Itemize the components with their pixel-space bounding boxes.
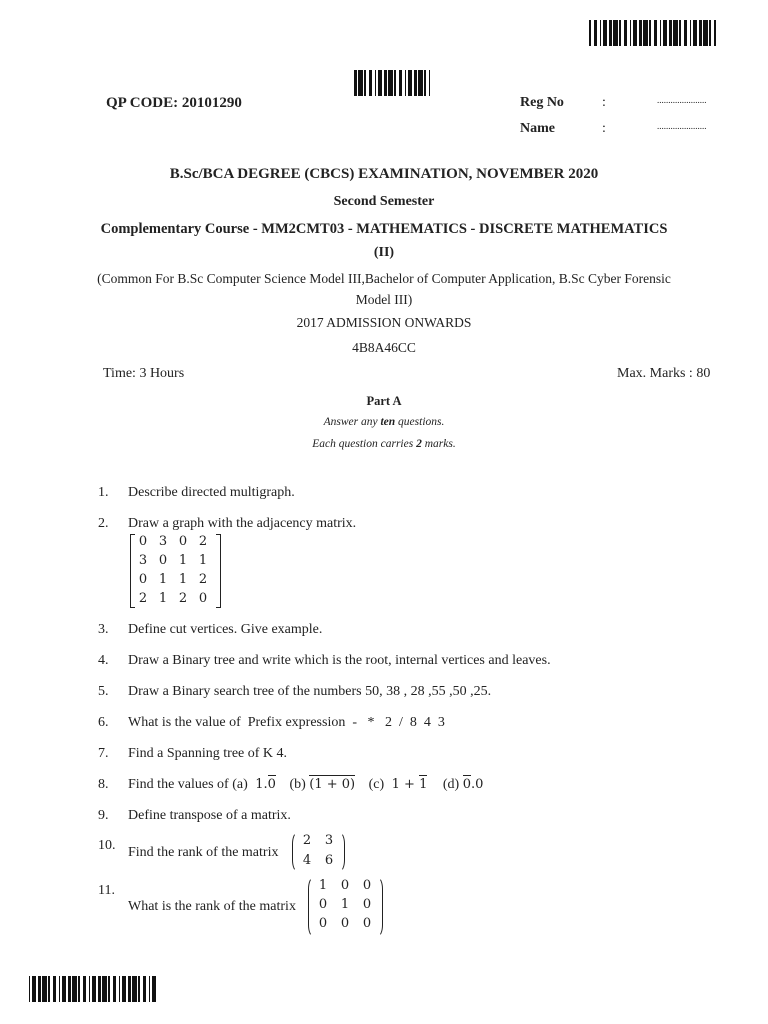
question-number: 8. [98,777,109,792]
adjacency-matrix [130,534,222,610]
barcode-top-right [588,20,716,46]
matrix-cell: 0 [138,572,148,587]
q8-c-overline: 1 [419,777,428,792]
matrix-cell: 0 [362,916,372,931]
q8-a-overline: 0 [267,777,276,792]
paper-code: 4B8A46CC [352,340,416,355]
instr2-post: marks. [421,438,456,450]
barcode-bottom-left [26,976,156,1002]
question-text: Draw a Binary tree and write which is the root, internal vertices and leaves. [128,653,551,668]
matrix-cell: 2 [198,534,208,549]
qp-code: QP CODE: 20101290 [106,95,242,111]
question-number: 1. [98,485,109,500]
matrix-cell: 0 [198,591,208,606]
question-number: 11. [98,883,115,898]
question-text: Describe directed multigraph. [128,485,295,500]
q8-d-overline: 0 [462,777,471,792]
q8-b-label: (b) [289,777,306,792]
matrix-cell: 2 [178,591,188,606]
instr1-pre: Answer any [323,416,381,428]
course-line-1: Complementary Course - MM2CMT03 - MATHEMATICS - DISCRETE MATHEMATICS [100,221,668,237]
matrix-cell: 6 [324,853,334,868]
matrix-cell: 2 [138,591,148,606]
question-number: 4. [98,653,109,668]
question-number: 2. [98,516,109,531]
matrix-cell: 0 [178,534,188,549]
name-colon: : [602,121,606,136]
question-number: 5. [98,684,109,699]
name-label: Name [520,121,555,136]
question-text: Draw a graph with the adjacency matrix. [128,516,357,531]
question-number: 9. [98,808,109,823]
matrix-cell: 1 [318,878,328,893]
part-title: Part A [366,394,402,408]
question-text: Find the rank of the matrix [128,845,279,860]
matrix-cell: 1 [158,591,168,606]
question-number: 3. [98,622,109,637]
q8-d-label: (d) [442,777,460,792]
semester: Second Semester [333,194,435,209]
common-line-2: Model III) [355,292,413,307]
matrix-cell: 0 [138,534,148,549]
q8-b-overline: (1 + 0) [309,777,356,792]
matrix-cell: 1 [178,553,188,568]
matrix-cell: 1 [198,553,208,568]
instr2-pre: Each question carries [312,438,417,450]
barcode-header [352,70,430,96]
question-number: 6. [98,715,109,730]
question-text: Define transpose of a matrix. [128,808,291,823]
matrix-cell: 2 [198,572,208,587]
matrix-cell: 1 [178,572,188,587]
q8-a: 1. [255,777,268,792]
reg-no-colon: : [602,95,606,110]
barcode-bar [715,20,716,46]
name-field[interactable]: ...................... [657,121,707,131]
instr1-bold: ten [380,416,396,428]
time: Time: 3 Hours [103,366,185,381]
q8-d-post: .0 [470,777,484,792]
instr1-post: questions. [395,416,445,428]
matrix-cell: 2 [302,833,312,848]
q8-intro: Find the values of (a) [128,777,248,792]
right-bracket [216,534,221,608]
matrix-cell: 0 [362,897,372,912]
instr2-bold: 2 [416,438,422,450]
barcode-bar [155,976,156,1002]
matrix-cell: 3 [138,553,148,568]
matrix-cell: 0 [318,916,328,931]
question-number: 10. [98,838,116,853]
max-marks: Max. Marks : 80 [617,366,711,381]
reg-no-label: Reg No [520,95,564,110]
common-line-1: (Common For B.Sc Computer Science Model III,Bachelor of Computer Application, B.Sc Cyber Forensic [97,271,671,286]
matrix-cell: 3 [324,833,334,848]
matrix-cell: 1 [340,897,350,912]
matrix-cell: 0 [340,878,350,893]
admission: 2017 ADMISSION ONWARDS [296,315,472,330]
instruction-2 [0,438,768,450]
course-line-2: (II) [373,245,395,260]
rank-matrix-3x3 [308,877,386,937]
matrix-cell: 0 [340,916,350,931]
question-text [128,777,483,793]
question-text: What is the value of Prefix expression - * 2 / 8 4 3 [128,715,445,730]
matrix-cell: 0 [158,553,168,568]
q8-c-label: (c) [368,777,385,792]
question-text: Find a Spanning tree of K 4. [128,746,288,761]
barcode-bar [429,70,430,96]
matrix-cell: 4 [302,853,312,868]
question-text: Define cut vertices. Give example. [128,622,323,637]
exam-title: B.Sc/BCA DEGREE (CBCS) EXAMINATION, NOVEMBER 2020 [169,166,599,182]
question-text: Draw a Binary search tree of the numbers 50, 38 , 28 ,55 ,50 ,25. [128,684,492,699]
rank-matrix-2x2 [292,832,348,872]
instruction-1 [0,416,768,428]
reg-no-field[interactable]: ...................... [657,95,707,105]
matrix-cell: 3 [158,534,168,549]
question-number: 7. [98,746,109,761]
question-text: What is the rank of the matrix [128,899,296,914]
matrix-cell: 0 [362,878,372,893]
matrix-cell: 0 [318,897,328,912]
q8-c: 1 + [391,777,415,792]
matrix-cell: 1 [158,572,168,587]
